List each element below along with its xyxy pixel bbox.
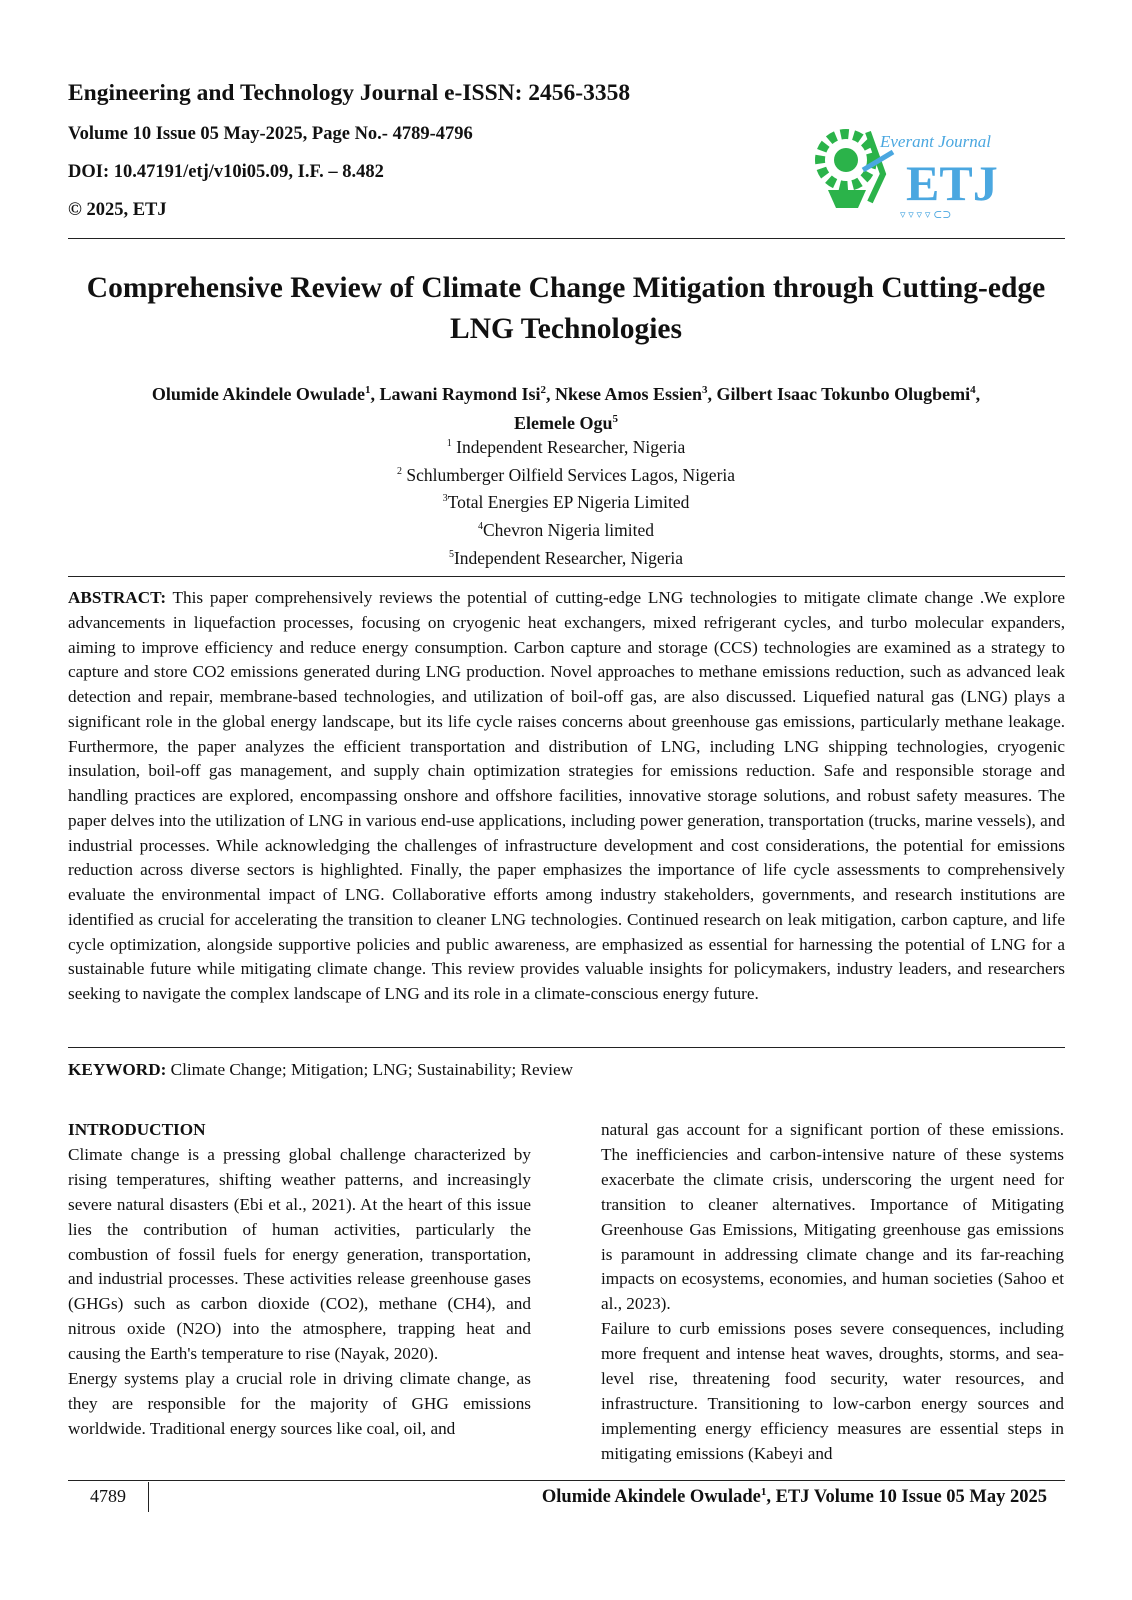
affiliation: $^3$Total Energies EP Nigeria Limited: [442, 492, 690, 513]
logo-text-main: ETJ: [906, 155, 998, 211]
paragraph: Climate change is a pressing global challenge characterized by rising temperatures, shifting weather patterns, and increasingly severe natural disasters (Ebi et al., 2021). At the heart of this issue lies the contribution of human activities, particularly the combustion of fossil fuels for energy generation, transportation, and industrial processes. These activities release greenhouse gases (GHGs) such as carbon dioxide (CO2), methane (CH4), and nitrous oxide (N2O) into the atmosphere, trapping heat and causing the Earth's temperature to rise (Nayak, 2020).: [68, 1144, 531, 1364]
right-column: [601, 1118, 1064, 1467]
abstract-bottom-rule: [68, 1047, 1065, 1048]
journal-name: Engineering and Technology Journal e-ISSN: 2456-3358: [68, 80, 631, 106]
author-list: [60, 378, 1072, 436]
abstract-top-rule: [68, 576, 1065, 577]
footer-separator: [148, 1482, 149, 1512]
copyright: © 2025, ETJ: [68, 200, 167, 220]
affiliation: $^2$ Schlumberger Oilfield Services Lagos, Nigeria: [396, 464, 736, 485]
section-heading: INTRODUCTION: [68, 1120, 206, 1139]
abstract-label: ABSTRACT:: [68, 588, 167, 607]
author: Gilbert Isaac Tokunbo Olugbemi$^4$,: [716, 384, 981, 404]
left-column: [68, 1118, 531, 1442]
journal-header: [68, 78, 768, 222]
page-footer: [68, 1482, 1065, 1510]
keyword-text: Climate Change; Mitigation; LNG; Sustainability; Review: [166, 1060, 574, 1079]
affiliation: $^1$ Independent Researcher, Nigeria: [446, 436, 686, 457]
paragraph: Failure to curb emissions poses severe consequences, including more frequent and intense heat waves, droughts, storms, and sea-level rise, threatening food security, water resources, and infrastructure. Transitioning to low-carbon energy sources and implementing energy efficiency measures are essential steps in mitigating emissions (Kabeyi and: [601, 1319, 1064, 1463]
doi-info: DOI: 10.47191/etj/v10i05.09, I.F. – 8.482: [68, 162, 384, 182]
author: Elemele Ogu$^5$: [514, 413, 618, 433]
header-rule: [68, 238, 1065, 239]
author: Nkese Amos Essien$^3$,: [555, 384, 717, 404]
running-citation: Olumide Akindele Owulade$^1$, ETJ Volume 10 Issue 05 May 2025: [541, 1486, 1047, 1508]
author: Olumide Akindele Owulade$^1$,: [151, 384, 380, 404]
page-number: 4789: [90, 1486, 126, 1506]
title-line-1: Comprehensive Review of Climate Change Mitigation through Cutting-edge: [86, 272, 1046, 304]
logo-tagline-symbols: ▿ ▿ ▿ ▿ ⊂⊃: [900, 209, 952, 221]
paragraph: natural gas account for a significant portion of these emissions. The inefficiencies and carbon-intensive nature of these systems exacerbate the climate crisis, underscoring the urgent need for transition to cleaner alternatives. Importance of Mitigating Greenhouse Gas Emissions, Mitigating greenhouse gas emissions is paramount in addressing climate change and its far-reaching impacts on ecosystems, economies, and human societies (Sahoo et al., 2023).: [601, 1120, 1064, 1314]
affiliation-list: [60, 432, 1072, 570]
paragraph: Energy systems play a crucial role in driving climate change, as they are responsible for the majority of GHG emissions worldwide. Traditional energy sources like coal, oil, and: [68, 1369, 531, 1438]
footer-rule: [68, 1480, 1065, 1481]
keyword-label: KEYWORD:: [68, 1060, 167, 1079]
affiliation: $^5$Independent Researcher, Nigeria: [448, 547, 684, 568]
volume-info: Volume 10 Issue 05 May-2025, Page No.- 4789-4796: [68, 124, 473, 144]
affiliation: $^4$Chevron Nigeria limited: [477, 519, 655, 540]
abstract: [68, 586, 1065, 1007]
keywords: [68, 1058, 1065, 1082]
abstract-text: This paper comprehensively reviews the potential of cutting-edge LNG technologies to mitigate climate change .We explore advancements in liquefaction processes, focusing on cryogenic heat exchangers, mixed refrigerant cycles, and turbo molecular expanders, aiming to improve efficiency and reduce energy consumption. Carbon capture and storage (CCS) technologies are examined as a strategy to capture and store CO2 emissions generated during LNG production. Novel approaches to methane emissions reduction, such as advanced leak detection and repair, membrane-based technologies, and utilization of boil-off gas, are also discussed. Liquefied natural gas (LNG) plays a significant role in the global energy landscape, but its life cycle raises concerns about greenhouse gas emissions, particularly methane leakage. Furthermore, the paper analyzes the efficient transportation and distribution of LNG, including LNG shipping technologies, cryogenic insulation, boil-off gas management, and supply chain optimization strategies for emissions reduction. Safe and responsible storage and handling practices are explored, encompassing onshore and offshore facilities, innovative storage solutions, and robust safety measures. The paper delves into the utilization of LNG in various end-use applications, including power generation, transportation (trucks, marine vessels), and industrial processes. While acknowledging the challenges of infrastructure development and cost considerations, the potential for emissions reduction across diverse sectors is highlighted. Finally, the paper emphasizes the importance of life cycle assessments to comprehensively evaluate the environmental impact of LNG. Collaborative efforts among industry stakeholders, governments, and research institutions are identified as crucial for accelerating the transition to cleaner LNG technologies. Continued research on leak mitigation, carbon capture, and life cycle optimization, alongside supportive policies and public awareness, are emphasized as essential for harnessing the potential of LNG for a sustainable future while mitigating climate change. This review provides valuable insights for policymakers, industry leaders, and researchers seeking to navigate the complex landscape of LNG and its role in a climate-conscious energy future.: [68, 588, 1065, 1003]
author: Lawani Raymond Isi$^2$,: [379, 384, 555, 404]
logo-text-top: Everant Journal: [880, 132, 991, 151]
etj-logo: [808, 112, 1018, 222]
title-line-2: LNG Technologies: [450, 313, 682, 345]
paper-title: [60, 268, 1072, 350]
